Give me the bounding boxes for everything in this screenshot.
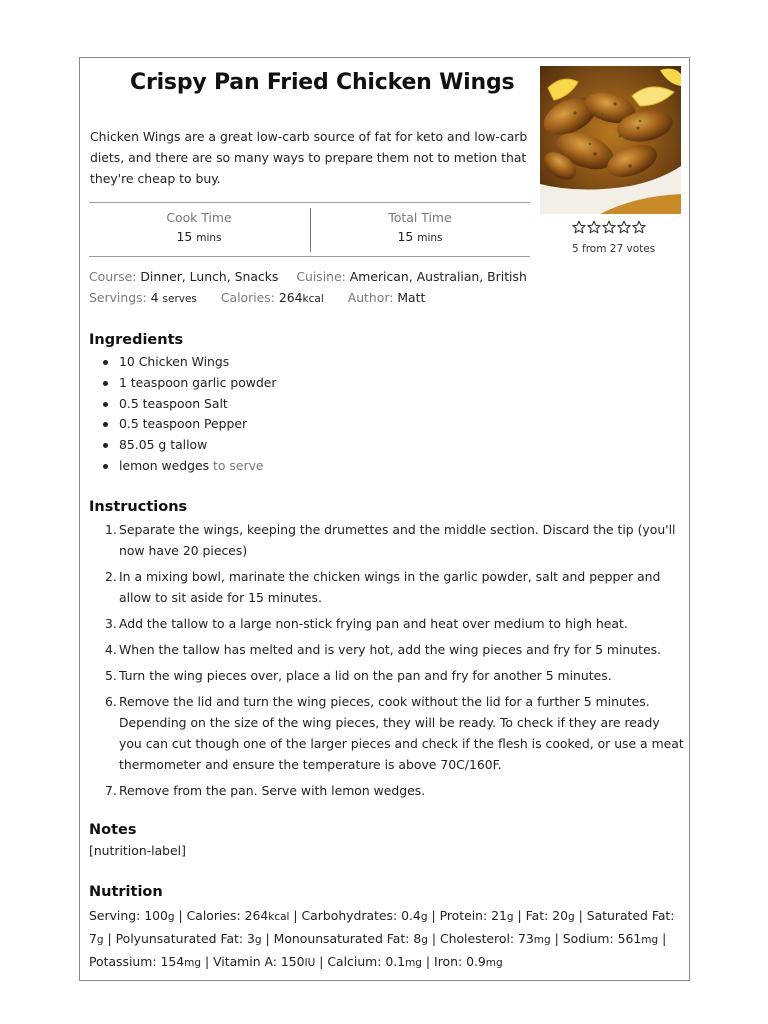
total-time [310,203,530,244]
divider [89,256,530,257]
star-icon [603,221,615,233]
cuisine-value: American, Australian, British [349,269,527,284]
nutrition-item: Protein: 21g [439,908,514,923]
list-item: 7. Remove from the pan. Serve with lemon wedges. [105,783,426,798]
cook-time [89,203,309,244]
author-label: Author: [347,290,394,305]
cuisine-label: Cuisine: [296,269,346,284]
calories-label: Calories: [220,290,275,305]
star-icon [573,221,585,233]
rating-votes: 5 from 27 votes [572,243,656,255]
nutrition-item: Iron: 0.9mg [434,954,503,969]
nutrition-item: Vitamin A: 150IU [213,954,316,969]
notes-heading: Notes [89,822,137,838]
star-icon [618,221,630,233]
nutrition-item: Calcium: 0.1mg [327,954,422,969]
cook-time-value: 15 mins [176,229,222,244]
nutrition-item: Saturated Fat: 7g [89,908,675,946]
total-time-label: Total Time [388,210,452,225]
ingredients-heading: Ingredients [89,332,184,348]
list-item: 85.05 g tallow [89,435,649,456]
nutrition-item: Polyunsaturated Fat: 3g [115,931,262,946]
course-value: Dinner, Lunch, Snacks [140,269,279,284]
cook-time-label: Cook Time [166,210,232,225]
list-item: 3. Add the tallow to a large non-stick frying pan and heat over medium to high heat. [105,616,628,631]
instructions-list [89,519,684,806]
recipe-image [540,66,681,214]
list-item: 2. In a mixing bowl, marinate the chicken wings in the garlic powder, salt and pepper and allow to sit aside for 15 minutes. [105,569,661,605]
star-rating[interactable] [572,220,652,236]
course-label: Course: [89,269,137,284]
recipe-title: Crispy Pan Fried Chicken Wings [130,70,515,95]
list-item: 1. Separate the wings, keeping the drumettes and the middle section. Discard the tip (you'll now have 20 pieces) [105,522,676,558]
list-item: 10 Chicken Wings [89,352,649,373]
servings-value[interactable]: 4 [150,290,159,305]
ingredients-list [89,352,649,477]
nutrition-heading: Nutrition [89,884,163,900]
star-icon [588,221,600,233]
servings-unit: serves [162,293,197,305]
star-icon [633,221,645,233]
nutrition-item: Carbohydrates: 0.4g [301,908,428,923]
total-time-value: 15 mins [397,229,443,244]
list-item: 4. When the tallow has melted and is very hot, add the wing pieces and fry for 5 minutes. [105,642,662,657]
nutrition-item: Serving: 100g [89,908,175,923]
list-item: 6. Remove the lid and turn the wing pieces, cook without the lid for a further 5 minutes. Depending on the size of the wing pieces, they will be ready. To check if they are ready you can cut though one of the larger pieces and check if the flesh is cooked, or use a meat thermometer and ensure the temperature is above 70C/160F. [105,694,684,772]
nutrition-item: Sodium: 561mg [562,931,659,946]
servings-label: Servings: [89,290,147,305]
calories-value: 264kcal [278,290,324,305]
recipe-times [89,203,530,256]
author-value: Matt [397,290,426,305]
nutrition-item: Fat: 20g [525,908,575,923]
list-item: 0.5 teaspoon Salt [89,394,649,415]
nutrition-facts: Serving: 100g | Calories: 264kcal | Carbohydrates: 0.4g | Protein: 21g | Fat: 20g | Saturated Fat: 7g | Polyunsaturated Fat: 3g | Monounsaturated Fat: 8g | Cholesterol: 73mg | Sodium: 561mg | Potassium: 154mg | Vitamin A: 150IU | Calcium: 0.1mg | Iron: 0.9mg [89,908,675,969]
list-item: 1 teaspoon garlic powder [89,373,649,394]
recipe-meta-row-2 [89,290,425,305]
nutrition-item: Potassium: 154mg [89,954,202,969]
list-item: lemon wedges to serve [89,456,649,477]
recipe-summary: Chicken Wings are a great low-carb source of fat for keto and low-carb diets, and there are so many ways to prepare them not to metion that they're cheap to buy. [90,129,528,186]
instructions-heading: Instructions [89,499,188,515]
nutrition-item: Monounsaturated Fat: 8g [273,931,428,946]
notes-text: [nutrition-label] [89,843,186,858]
list-item: 5. Turn the wing pieces over, place a lid on the pan and fry for another 5 minutes. [105,668,612,683]
nutrition-item: Calories: 264kcal [186,908,290,923]
recipe-meta-row-1 [89,269,527,284]
list-item: 0.5 teaspoon Pepper [89,414,649,435]
nutrition-item: Cholesterol: 73mg [439,931,551,946]
